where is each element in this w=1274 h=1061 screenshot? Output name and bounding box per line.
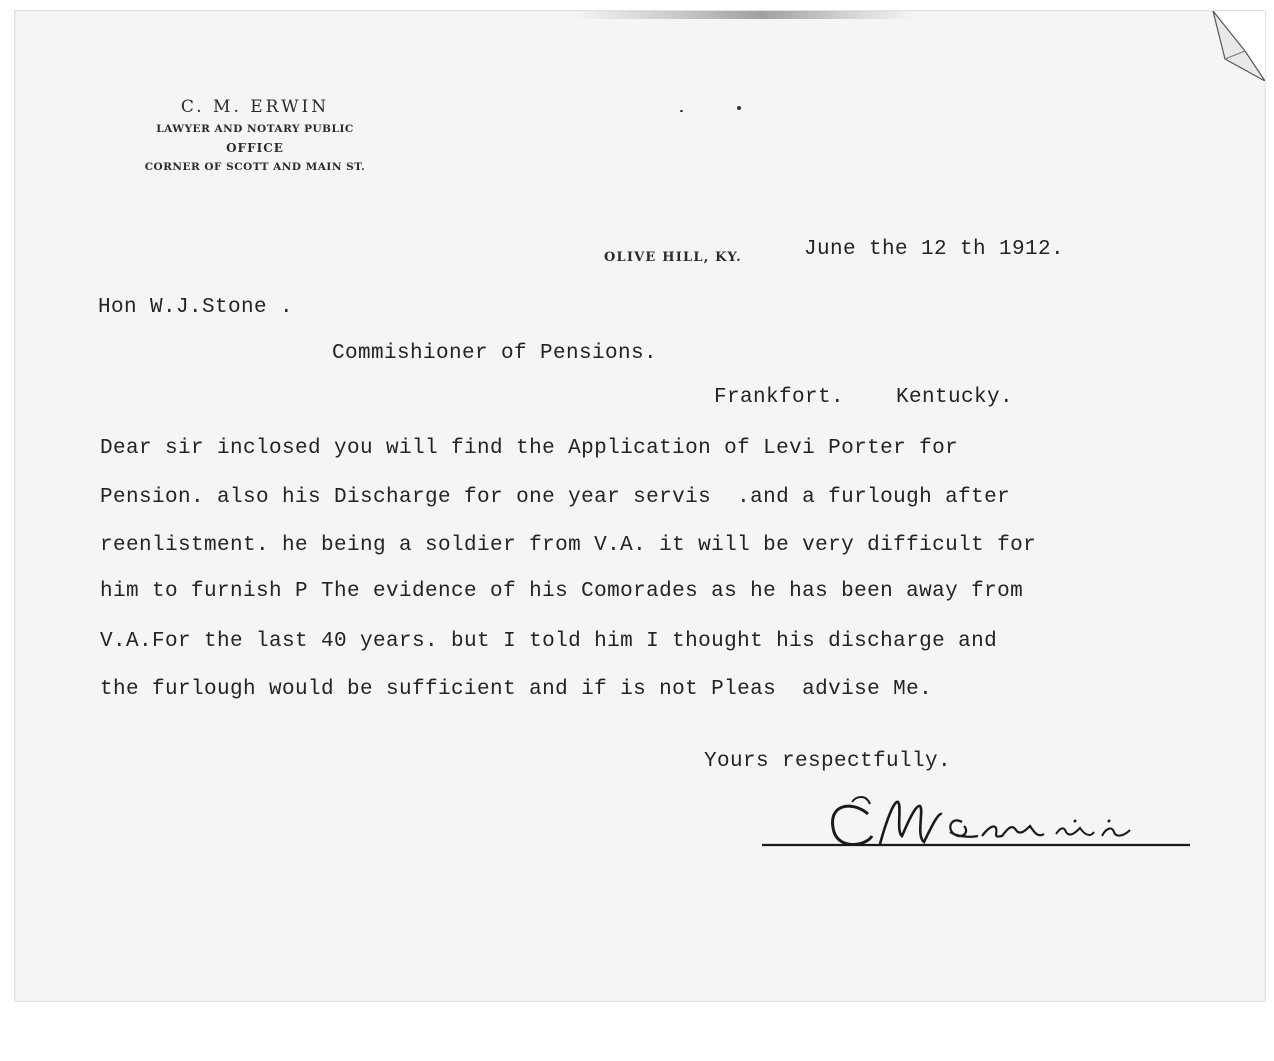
folded-corner-icon xyxy=(1205,11,1265,81)
ink-speck xyxy=(680,110,683,112)
ink-speck xyxy=(737,106,741,110)
place-line: OLIVE HILL, KY. xyxy=(604,250,742,265)
body-line: the furlough would be sufficient and if is not Pleas advise Me. xyxy=(100,678,933,701)
body-line: Pension. also his Discharge for one year servis .and a furlough after xyxy=(100,486,1011,509)
closing-line: Yours respectfully. xyxy=(704,750,952,773)
body-line: reenlistment. he being a soldier from V.A. it will be very difficult for xyxy=(100,534,1037,557)
letterhead-address: CORNER OF SCOTT AND MAIN ST. xyxy=(144,161,366,173)
paper-stain xyxy=(575,11,915,19)
addressee-name: Hon W.J.Stone . xyxy=(98,296,294,319)
body-line: Dear sir inclosed you will find the Application of Levi Porter for xyxy=(100,437,959,460)
signature xyxy=(756,792,1196,862)
letterhead-name: C. M. ERWIN xyxy=(180,97,330,117)
letterhead xyxy=(115,97,395,179)
letterhead-office: OFFICE xyxy=(226,141,284,155)
body-line: him to furnish P The evidence of his Comorades as he has been away from xyxy=(100,580,1024,603)
letterhead-profession: LAWYER AND NOTARY PUBLIC xyxy=(156,123,354,135)
addressee-city: Frankfort. Kentucky. xyxy=(714,386,1014,409)
letter-date: June the 12 th 1912. xyxy=(804,238,1065,261)
body-line: V.A.For the last 40 years. but I told him I thought his discharge and xyxy=(100,630,998,653)
addressee-title: Commishioner of Pensions. xyxy=(332,342,658,365)
